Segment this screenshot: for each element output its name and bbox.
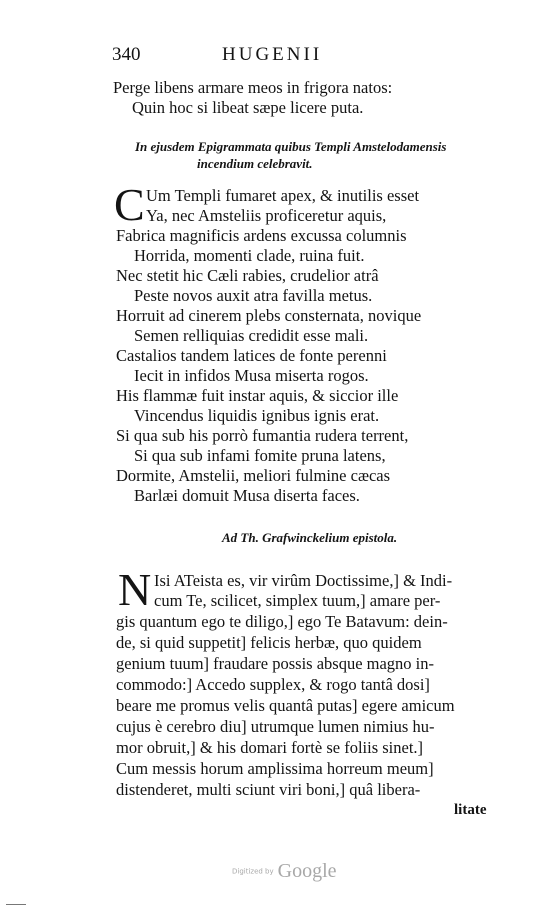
epigram-title: In ejusdem Epigrammata quibus Templi Amstelodamensis	[135, 139, 447, 154]
poem-line: Um Templi fumaret apex, & inutilis esset	[146, 186, 420, 205]
poem-line: Iecit in infidos Musa miserta rogos.	[134, 366, 369, 385]
poem-line: Si qua sub infami fomite pruna latens,	[134, 446, 386, 465]
poem-line: Si qua sub his porrò fumantia rudera terrent,	[116, 426, 409, 445]
prose-line: cujus è cerebro diu] utrumque lumen nimius hu-	[116, 717, 435, 736]
epistle-drop-cap: N	[118, 564, 152, 615]
google-watermark	[232, 860, 337, 883]
epigram-drop-cap: C	[114, 179, 145, 230]
prose-line: de, si quid suppetit] felicis herbæ, quo quidem	[116, 633, 422, 652]
prose-line: genium tuum] fraudare possis absque magno in-	[116, 654, 435, 673]
opening-line: Quin hoc si libeat sæpe licere puta.	[132, 98, 364, 117]
prose-line: beare me promus velis quantâ putas] egere amicum	[116, 696, 455, 715]
prose-line: commodo:] Accedo supplex, & rogo tantâ dosi]	[116, 675, 430, 694]
prose-line: gis quantum ego te diligo,] ego Te Batavum: dein-	[116, 612, 448, 631]
watermark-logo-text: Google	[277, 860, 337, 882]
prose-line: distenderet, multi sciunt viri boni,] quâ libera-	[116, 780, 421, 799]
poem-line: Barlæi domuit Musa diserta faces.	[134, 486, 360, 505]
poem-line: Horruit ad cinerem plebs consternata, novique	[116, 306, 422, 325]
poem-line: Nec stetit hic Cæli rabies, crudelior atrâ	[116, 266, 379, 285]
poem-line: His flammæ fuit instar aquis, & siccior ille	[116, 386, 399, 405]
poem-line: Dormite, Amstelii, meliori fulmine cæcas	[116, 466, 391, 485]
page-header	[112, 44, 472, 70]
epistle-title: Ad Th. Grafwinckelium epistola.	[222, 530, 398, 545]
catchword: litate	[454, 802, 487, 818]
epigram-title: incendium celebravit.	[197, 156, 313, 171]
poem-line: Castalios tandem latices de fonte perenni	[116, 346, 387, 365]
prose-line: Isi ATeista es, vir virûm Doctissime,] & Indi-	[154, 571, 453, 590]
running-title: HUGENII	[222, 44, 323, 65]
poem-line: Semen relliquias credidit esse mali.	[134, 326, 369, 345]
page-number: 340	[112, 44, 141, 65]
poem-line: Vincendus liquidis ignibus ignis erat.	[134, 406, 380, 425]
poem-line: Ya, nec Amsteliis proficeretur aquis,	[146, 206, 387, 225]
poem-line: Fabrica magnificis ardens excussa columnis	[116, 226, 407, 245]
watermark-small-text: Digitized by	[232, 867, 274, 876]
poem-line: Horrida, momenti clade, ruina fuit.	[134, 246, 365, 265]
prose-line: Cum messis horum amplissima horreum meum]	[116, 759, 434, 778]
prose-line: mor obruit,] & his domari fortè se foliis sinet.]	[116, 738, 424, 757]
prose-line: cum Te, scilicet, simplex tuum,] amare per-	[154, 591, 441, 610]
opening-line: Perge libens armare meos in frigora natos:	[113, 78, 393, 97]
poem-line: Peste novos auxit atra favilla metus.	[134, 286, 373, 305]
